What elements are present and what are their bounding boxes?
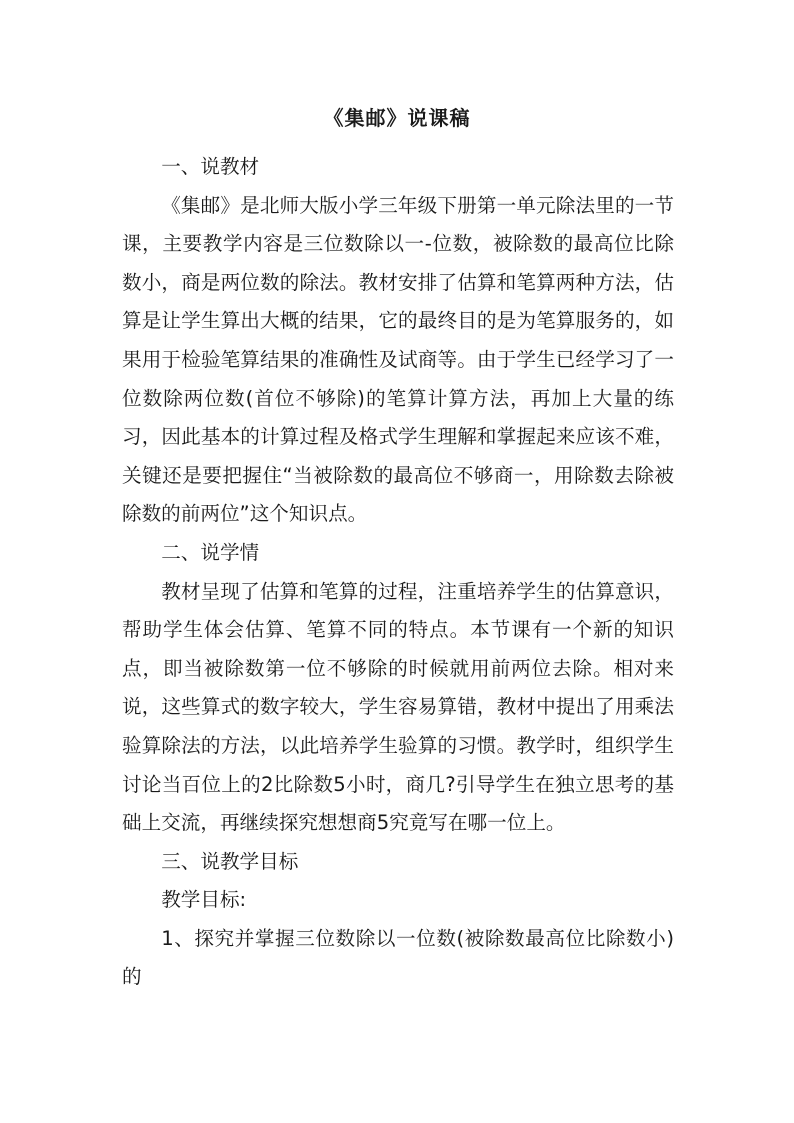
paragraph-textbook: 《集邮》是北师大版小学三年级下册第一单元除法里的一节课，主要教学内容是三位数除以一-位数，被除数的最高位比除数小，商是两位数的除法。教材安排了估算和笔算两种方法，估算是让学生算出大概的结果，它的最终目的是为笔算服务的，如果用于检验笔算结果的准确性及试商等。由于学生已经学习了一位数除两位数(首位不够除)的笔算计算方法，再加上大量的练习，因此基本的计算过程及格式学生理解和掌握起来应该不难，关键还是要把握住“当被除数的最高位不够商一，用除数去除被除数的前两位”这个知识点。	[122, 193, 674, 526]
paragraph-goal-1: 1、探究并掌握三位数除以一位数(被除数最高位比除数小)的	[122, 926, 674, 989]
page-title: 《集邮》说课稿	[323, 106, 471, 130]
document-body	[122, 148, 674, 997]
section-heading-textbook: 一、说教材	[161, 155, 260, 178]
paragraph-student-analysis: 教材呈现了估算和笔算的过程，注重培养学生的估算意识，帮助学生体会估算、笔算不同的特点。本节课有一个新的知识点，即当被除数第一位不够除的时候就用前两位去除。相对来说，这些算式的数字较大，学生容易算错，教材中提出了用乘法验算除法的方法，以此培养学生验算的习惯。教学时，组织学生讨论当百位上的2比除数5小时，商几?引导学生在独立思考的基础上交流，再继续探究想想商5究竟写在哪一位上。	[122, 579, 674, 835]
paragraph-goals-label: 教学目标:	[161, 888, 247, 912]
section-heading-teaching-goals: 三、说教学目标	[161, 849, 299, 873]
section-heading-student-analysis: 二、说学情	[161, 540, 260, 564]
